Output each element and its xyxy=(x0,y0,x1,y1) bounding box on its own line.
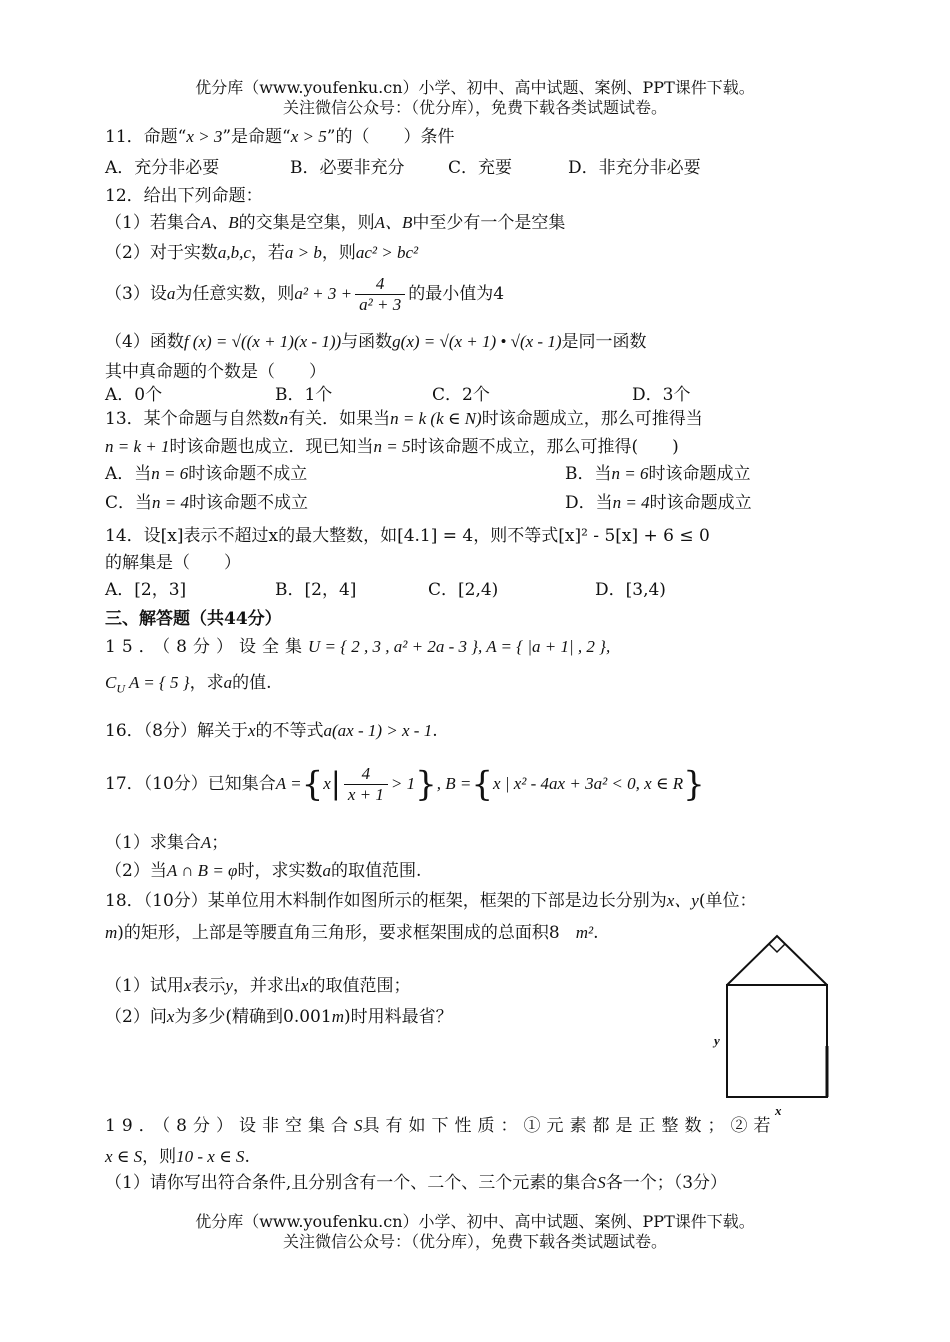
frame-figure xyxy=(705,928,845,1108)
question-11-option-c: C．充要 xyxy=(448,158,513,178)
question-14-option-a: A．[2，3] xyxy=(105,580,187,600)
question-18-part-2: （2）问x为多少(精确到0.001m)时用料最省？ xyxy=(105,1007,453,1027)
question-14-option-c: C．[2,4) xyxy=(428,580,499,600)
header-line-2: 关注微信公众号：（优分库），免费下载各类试题试卷。 xyxy=(282,98,667,117)
right-angle-marker xyxy=(769,944,785,952)
question-12-option-b: B．1个 xyxy=(275,385,333,405)
question-18-stem-line-2: m)的矩形，上部是等腰直角三角形，要求框架围成的总面积8 m². xyxy=(105,923,599,943)
fraction-4-over-x-plus-1: $\frac{4}{x + 1}$ xyxy=(344,764,388,805)
question-18-stem-line-1: 18．（10分）某单位用木料制作如图所示的框架，框架的下部是边长分别为x、y(单位： xyxy=(105,891,757,911)
question-12-statement-4: （4）函数f (x) = √((x + 1)(x - 1))与函数g(x) = √(x + 1) • √(x - 1)是同一函数 xyxy=(105,332,647,352)
footer-line-1: 优分库（www.youfenku.cn）小学、初中、高中试题、案例、PPT课件下载。 xyxy=(195,1212,755,1231)
question-17-part-1: （1）求集合A； xyxy=(105,833,229,853)
question-12-statement-3: （3）设a为任意实数，则a² + 3 + $\frac{4}{\text{a² + 3}}$ 的最小值为4 xyxy=(105,274,505,314)
frame-triangle-roof xyxy=(727,936,827,985)
question-15-line-1: 15．（8分）设全集U = { 2 , 3 , a² + 2a - 3 }, A = { |a + 1| , 2 }, xyxy=(105,637,611,657)
question-13-stem-line-1: 13．某个命题与自然数n有关．如果当n = k (k ∈ N)时该命题成立，那么可推得当 xyxy=(105,409,703,429)
question-14-stem-line-2: 的解集是（ ） xyxy=(105,553,241,573)
question-13-option-b: B．当n = 6时该命题成立 xyxy=(565,464,751,484)
question-12-option-a: A．0个 xyxy=(105,385,163,405)
question-13-option-c: C．当n = 4时该命题不成立 xyxy=(105,493,308,513)
question-17-part-2: （2）当A ∩ B = φ时，求实数a的取值范围. xyxy=(105,861,422,881)
section-heading-3: 三、解答题（共44分） xyxy=(105,609,282,629)
question-17-stem: 17．（10分）已知集合A ={x| $\frac{4}{x + 1}$ > 1}, B ={x | x² - 4ax + 3a² < 0, x ∈ R} xyxy=(105,764,705,805)
footer-line-2: 关注微信公众号：（优分库），免费下载各类试题试卷。 xyxy=(282,1232,667,1251)
question-12-statement-1: （1）若集合A、B的交集是空集，则A、B中至少有一个是空集 xyxy=(105,213,566,233)
header-line-1: 优分库（www.youfenku.cn）小学、初中、高中试题、案例、PPT课件下载。 xyxy=(195,78,755,97)
question-12-stem: 12．给出下列命题： xyxy=(105,186,263,206)
figure-label-y: y xyxy=(714,1033,720,1048)
question-12-option-c: C．2个 xyxy=(432,385,490,405)
frame-rectangle xyxy=(727,985,827,1097)
figure-label-x: x xyxy=(775,1103,782,1118)
question-19-stem-line-1: 19．（8分）设非空集合S具有如下性质：①元素都是正整数；②若 xyxy=(105,1116,777,1136)
question-11-stem: 11．命题“x > 3”是命题“x > 5”的（ ）条件 xyxy=(105,127,455,147)
question-12-option-d: D．3个 xyxy=(632,385,691,405)
question-13-option-d: D．当n = 4时该命题成立 xyxy=(565,493,752,513)
question-11-option-d: D．非充分非必要 xyxy=(568,158,701,178)
question-19-part-1: （1）请你写出符合条件,且分别含有一个、二个、三个元素的集合S各一个；（3分） xyxy=(105,1173,728,1193)
question-15-line-2: $C_U$ A = { 5 }，求a的值. xyxy=(105,673,272,696)
question-12-ask: 其中真命题的个数是（ ） xyxy=(105,362,326,382)
question-14-stem-line-1: 14．设[x]表示不超过x的最大整数，如[4.1] = 4，则不等式[x]² - 5[x] + 6 ≤ 0 xyxy=(105,526,710,546)
question-14-option-d: D．[3,4) xyxy=(595,580,666,600)
fraction-4-over-a2-plus-3: $\frac{4}{\text{a² + 3}}$ xyxy=(355,274,405,315)
question-19-stem-line-2: x ∈ S，则10 - x ∈ S. xyxy=(105,1147,250,1167)
question-16: 16．（8分）解关于x的不等式a(ax - 1) > x - 1. xyxy=(105,721,438,741)
question-13-option-a: A．当n = 6时该命题不成立 xyxy=(105,464,308,484)
question-18-part-1: （1）试用x表示y，并求出x的取值范围； xyxy=(105,976,411,996)
question-13-stem-line-2: n = k + 1时该命题也成立．现已知当n = 5时该命题不成立，那么可推得( ) xyxy=(105,437,679,457)
question-11-option-b: B．必要非充分 xyxy=(290,158,405,178)
question-11-option-a: A．充分非必要 xyxy=(105,158,220,178)
question-14-option-b: B．[2，4] xyxy=(275,580,357,600)
question-12-statement-2: （2）对于实数a,b,c，若a > b，则ac² > bc² xyxy=(105,243,419,263)
